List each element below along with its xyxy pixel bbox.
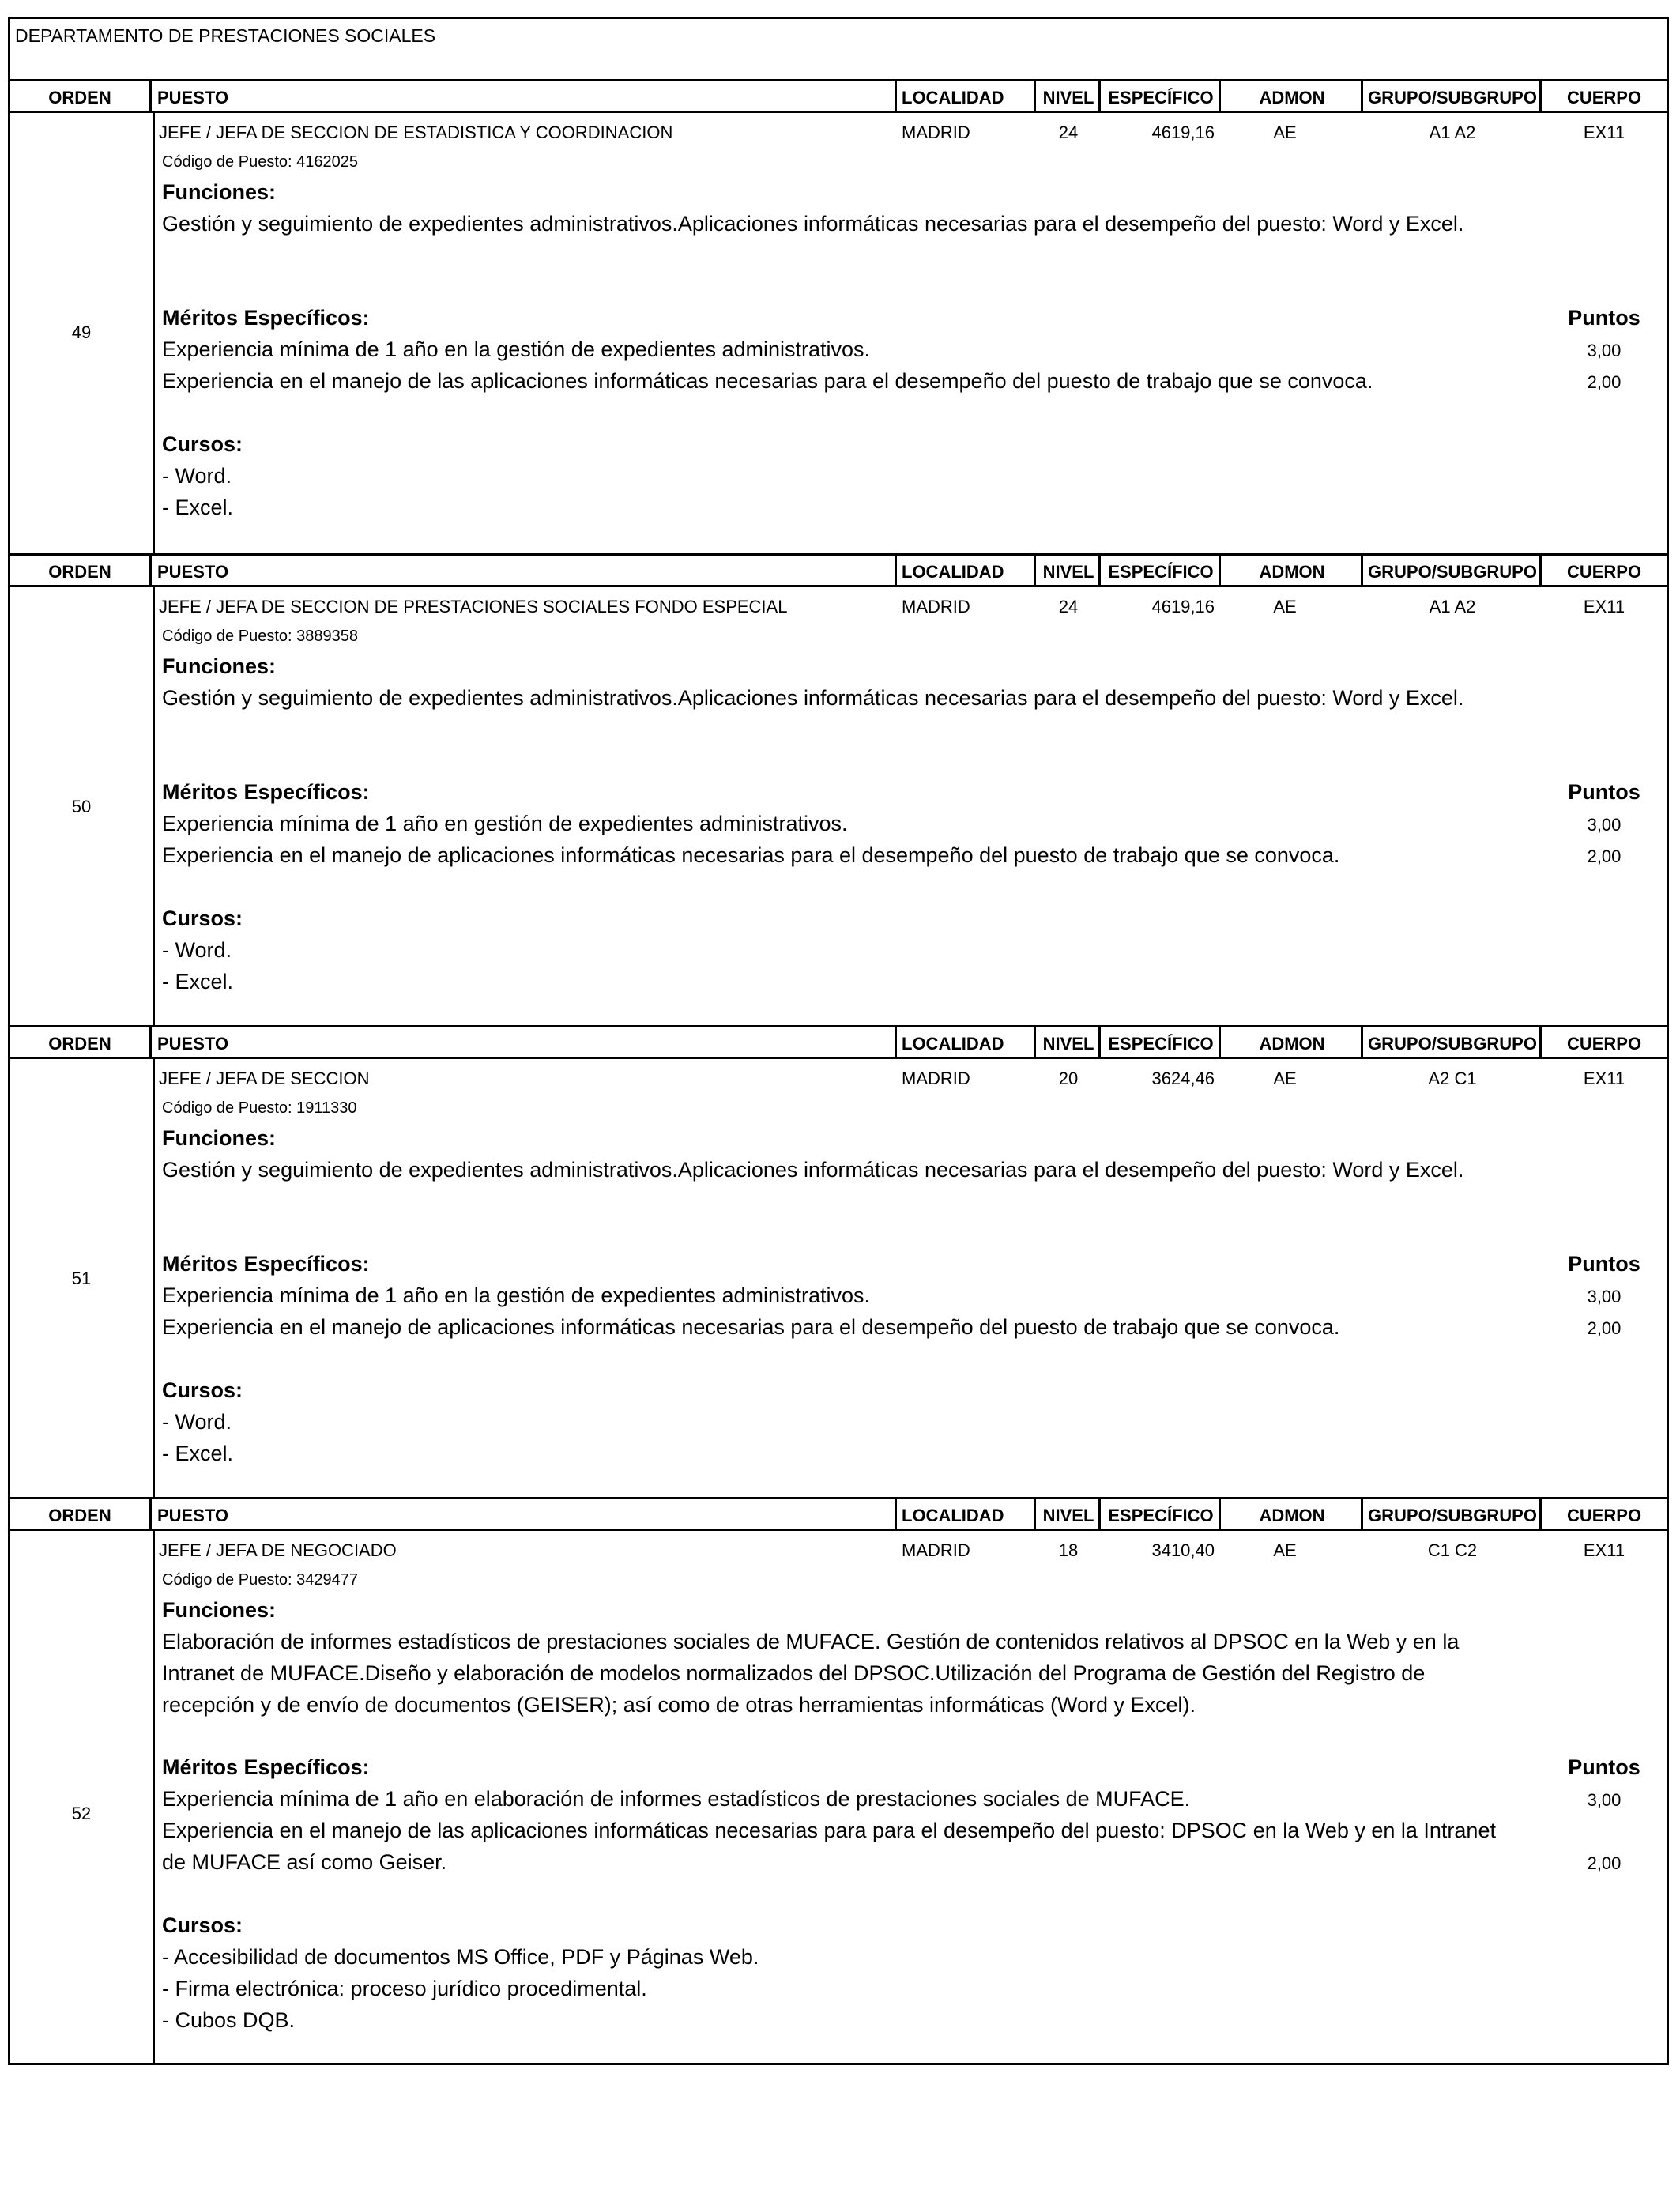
puntos-heading: Puntos: [1568, 306, 1640, 330]
header-admon: ADMON: [1259, 1034, 1325, 1054]
table-header: [10, 81, 1667, 113]
grupo-value: A2 C1: [1428, 1069, 1477, 1088]
grupo-value: A1 A2: [1429, 597, 1476, 616]
funciones-text: Gestión y seguimiento de expedientes administrativos.Aplicaciones informáticas necesarias para el desempeño del puesto: Word y Excel.: [162, 1158, 1464, 1182]
localidad-value: MADRID: [902, 597, 970, 616]
header-puesto: PUESTO: [157, 562, 229, 582]
puesto-name: JEFE / JEFA DE SECCION DE PRESTACIONES SOCIALES FONDO ESPECIAL: [159, 597, 788, 616]
header-puesto: PUESTO: [157, 88, 229, 107]
header-puesto: PUESTO: [157, 1034, 229, 1054]
header-grupo: GRUPO/SUBGRUPO: [1368, 562, 1537, 582]
department-title: DEPARTAMENTO DE PRESTACIONES SOCIALES: [10, 19, 1667, 81]
localidad-value: MADRID: [902, 123, 970, 142]
cursos-heading: Cursos:: [162, 1378, 243, 1402]
nivel-value: 20: [1058, 1069, 1079, 1088]
header-localidad: LOCALIDAD: [902, 1506, 1004, 1525]
grupo-value: C1 C2: [1427, 1540, 1478, 1560]
orden-number: 49: [71, 322, 92, 342]
header-localidad: LOCALIDAD: [902, 88, 1004, 107]
table-header: [10, 1499, 1667, 1531]
position-block: [10, 81, 1667, 553]
curso-item: - Word.: [162, 1410, 232, 1434]
merito-puntos: 2,00: [1587, 1853, 1622, 1873]
header-orden: ORDEN: [48, 1034, 111, 1054]
header-admon: ADMON: [1259, 562, 1325, 582]
nivel-value: 24: [1058, 123, 1079, 142]
puesto-name: JEFE / JEFA DE SECCION: [159, 1069, 370, 1088]
merito-puntos: 3,00: [1587, 815, 1622, 835]
header-grupo: GRUPO/SUBGRUPO: [1368, 88, 1537, 107]
admon-value: AE: [1273, 1540, 1297, 1560]
header-orden: ORDEN: [48, 562, 111, 582]
header-grupo: GRUPO/SUBGRUPO: [1368, 1034, 1537, 1054]
cuerpo-value: EX11: [1583, 1069, 1625, 1088]
curso-item: - Accesibilidad de documentos MS Office, PDF y Páginas Web.: [162, 1945, 759, 1969]
grupo-value: A1 A2: [1429, 123, 1476, 142]
nivel-value: 18: [1058, 1540, 1079, 1560]
merito-text: Experiencia mínima de 1 año en elaboración de informes estadísticos de prestaciones sociales de MUFACE.: [162, 1787, 1191, 1811]
admon-value: AE: [1273, 597, 1297, 616]
curso-item: - Cubos DQB.: [162, 2008, 296, 2032]
codigo-puesto: Código de Puesto: 1911330: [162, 1099, 357, 1117]
especifico-value: 4619,16: [1151, 597, 1215, 616]
puntos-heading: Puntos: [1568, 1252, 1640, 1276]
table-header: [10, 1027, 1667, 1059]
header-nivel: NIVEL: [1042, 1506, 1094, 1525]
curso-item: - Excel.: [162, 496, 234, 519]
header-cuerpo: CUERPO: [1566, 1506, 1642, 1525]
cursos-heading: Cursos:: [162, 1913, 243, 1937]
header-grupo: GRUPO/SUBGRUPO: [1368, 1506, 1537, 1525]
orden-number: 51: [71, 1269, 92, 1288]
funciones-heading: Funciones:: [162, 654, 277, 678]
merito-puntos: 2,00: [1587, 846, 1622, 866]
orden-number: 52: [71, 1804, 92, 1823]
localidad-value: MADRID: [902, 1069, 970, 1088]
merito-puntos: 3,00: [1587, 1287, 1622, 1306]
funciones-text: Gestión y seguimiento de expedientes administrativos.Aplicaciones informáticas necesarias para el desempeño del puesto: Word y Excel.: [162, 212, 1464, 236]
position-block: [10, 1497, 1667, 2063]
curso-item: - Excel.: [162, 970, 234, 993]
header-cuerpo: CUERPO: [1566, 1034, 1642, 1054]
especifico-value: 4619,16: [1151, 123, 1215, 142]
funciones-text: Gestión y seguimiento de expedientes administrativos.Aplicaciones informáticas necesarias para el desempeño del puesto: Word y Excel.: [162, 686, 1464, 710]
header-localidad: LOCALIDAD: [902, 1034, 1004, 1054]
header-admon: ADMON: [1259, 88, 1325, 107]
header-especifico: ESPECÍFICO: [1108, 1034, 1214, 1054]
curso-item: - Word.: [162, 464, 232, 488]
cursos-heading: Cursos:: [162, 432, 243, 456]
meritos-heading: Méritos Específicos:: [162, 780, 370, 804]
especifico-value: 3410,40: [1151, 1540, 1215, 1560]
header-especifico: ESPECÍFICO: [1108, 562, 1214, 582]
cuerpo-value: EX11: [1583, 123, 1625, 142]
funciones-heading: Funciones:: [162, 1598, 277, 1622]
localidad-value: MADRID: [902, 1540, 970, 1560]
puntos-heading: Puntos: [1568, 1755, 1640, 1779]
position-block: [10, 1025, 1667, 1497]
document-page: [8, 17, 1669, 2065]
funciones-heading: Funciones:: [162, 1126, 277, 1150]
header-orden: ORDEN: [48, 1506, 111, 1525]
merito-text: Experiencia mínima de 1 año en la gestión de expedientes administrativos.: [162, 337, 871, 361]
meritos-heading: Méritos Específicos:: [162, 1755, 370, 1779]
puesto-name: JEFE / JEFA DE NEGOCIADO: [159, 1540, 397, 1560]
header-orden: ORDEN: [48, 88, 111, 107]
merito-puntos: 3,00: [1587, 341, 1622, 360]
codigo-puesto: Código de Puesto: 3889358: [162, 628, 358, 645]
header-nivel: NIVEL: [1042, 88, 1094, 107]
funciones-text: Elaboración de informes estadísticos de prestaciones sociales de MUFACE. Gestión de contenidos relativos al DPSOC en la Web y en la Intranet de MUFACE.Diseño y elaboración de modelos normalizados del DPSOC.Utilización del Programa de Gestión del Registro de recepción y de envío de documentos (GEISER); así como de otras herramientas informáticas (Word y Excel).: [162, 1630, 1460, 1717]
orden-number: 50: [71, 797, 92, 816]
position-block: [10, 553, 1667, 1025]
especifico-value: 3624,46: [1151, 1069, 1215, 1088]
table-header: [10, 556, 1667, 587]
merito-puntos: 2,00: [1587, 372, 1622, 392]
merito-text: Experiencia en el manejo de las aplicaciones informáticas necesarias para para el desempeño del puesto: DPSOC en la Web y en la Intranet de MUFACE así como Geiser.: [162, 1819, 1496, 1874]
header-nivel: NIVEL: [1042, 1034, 1094, 1054]
merito-puntos: 2,00: [1587, 1318, 1622, 1338]
merito-text: Experiencia mínima de 1 año en gestión de expedientes administrativos.: [162, 812, 848, 835]
header-especifico: ESPECÍFICO: [1108, 88, 1214, 107]
header-cuerpo: CUERPO: [1566, 562, 1642, 582]
nivel-value: 24: [1058, 597, 1079, 616]
header-puesto: PUESTO: [157, 1506, 229, 1525]
merito-text: Experiencia mínima de 1 año en la gestión de expedientes administrativos.: [162, 1284, 871, 1307]
cuerpo-value: EX11: [1583, 1540, 1625, 1560]
funciones-heading: Funciones:: [162, 180, 277, 204]
curso-item: - Firma electrónica: proceso jurídico procedimental.: [162, 1977, 647, 2000]
puntos-heading: Puntos: [1568, 780, 1640, 804]
header-admon: ADMON: [1259, 1506, 1325, 1525]
puesto-name: JEFE / JEFA DE SECCION DE ESTADISTICA Y COORDINACION: [159, 123, 673, 142]
curso-item: - Excel.: [162, 1442, 234, 1465]
cuerpo-value: EX11: [1583, 597, 1625, 616]
curso-item: - Word.: [162, 938, 232, 962]
admon-value: AE: [1273, 123, 1297, 142]
meritos-heading: Méritos Específicos:: [162, 1252, 370, 1276]
merito-puntos: 3,00: [1587, 1790, 1622, 1810]
merito-text: Experiencia en el manejo de aplicaciones informáticas necesarias para el desempeño del puesto de trabajo que se convoca.: [162, 843, 1340, 867]
codigo-puesto: Código de Puesto: 4162025: [162, 153, 358, 171]
merito-text: Experiencia en el manejo de aplicaciones informáticas necesarias para el desempeño del puesto de trabajo que se convoca.: [162, 1315, 1340, 1339]
merito-text: Experiencia en el manejo de las aplicaciones informáticas necesarias para el desempeño del puesto de trabajo que se convoca.: [162, 369, 1373, 393]
header-nivel: NIVEL: [1042, 562, 1094, 582]
header-cuerpo: CUERPO: [1566, 88, 1642, 107]
admon-value: AE: [1273, 1069, 1297, 1088]
codigo-puesto: Código de Puesto: 3429477: [162, 1571, 358, 1589]
cursos-heading: Cursos:: [162, 907, 243, 930]
header-especifico: ESPECÍFICO: [1108, 1506, 1214, 1525]
header-localidad: LOCALIDAD: [902, 562, 1004, 582]
meritos-heading: Méritos Específicos:: [162, 306, 370, 330]
